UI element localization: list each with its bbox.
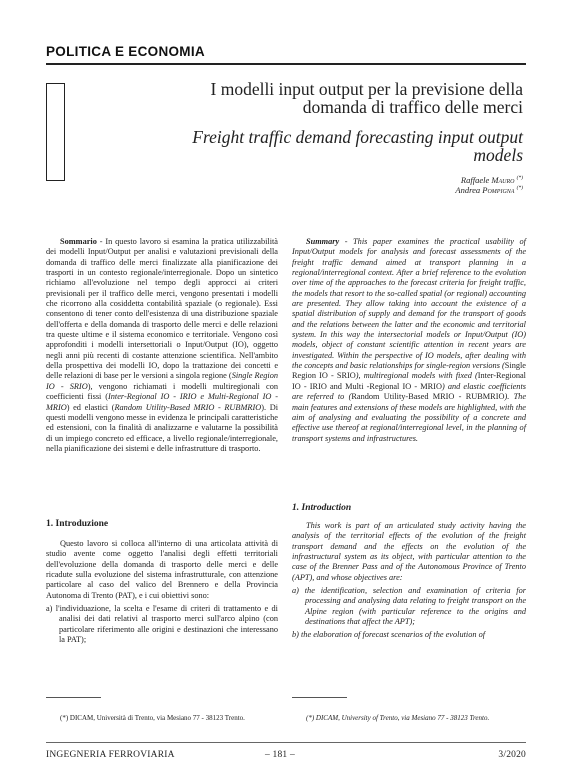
footer-rule <box>46 742 526 743</box>
footer-issue: 3/2020 <box>498 750 526 760</box>
intro-english-item-a: a) the identification, selection and examination of criteria for processing and analysing data relating to freight transport on the Alpine region (with particular reference to the origins and destinations that affect the APT); <box>292 586 526 627</box>
intro-italian <box>46 539 278 645</box>
intro-english-item-b: b) the elaboration of forecast scenarios of the evolution of <box>292 630 486 640</box>
intro-italian-paragraph: Questo lavoro si colloca all'interno di una articolata attività di studio avente come oggetto l'analisi degli effetti territoriali dell'evoluzione della domanda di trasporto delle merci e delle ricadute sulla evoluzione del sistema infrastrutturale, con attenzione particolare al caso del valico del Brennero e della Provincia Autonoma di Trento (PAT), e i cui obiettivi sono: <box>46 539 278 600</box>
intro-english-paragraph: This work is part of an articulated study activity having the analysis of the territorial effects of the evolution of the freight transport demand and the effects on the evolution of the infrastructural system as its object, with particular attention to the case of the Brenner Pass and of the Autonomous Province of Trento (APT), and whose objectives are: <box>292 521 526 582</box>
author-1: Raffaele Mauro (*) <box>460 175 523 185</box>
summary-italian: Sommario - In questo lavoro si esamina la pratica utilizzabilità dei modelli Input/Output per analisi e valutazioni previsionali della domanda di traffico delle merci finalizzate alla pianificazione dei trasporti in un contesto regionale/interregionale. Dopo un sintetico richiamo all'evoluzione nel tempo degli approcci ai criteri previsionali per il traffico delle merci, vengono presentati i modelli che ricorrono alla cosiddetta contabilità spaziale (o regionale). Essi consentono di tener conto dell'esistenza di una distribuzione spaziale dell'offerta e della domanda di trasporto delle merci e delle relazioni tra queste ultime e il sistema economico e territoriale. Vengono così approfonditi i modelli intersettoriali o Input/Output (IO), oggetto negli anni più recenti di costante attenzione scientifica. Nell'ambito della prospettiva dei modelli IO, dopo la trattazione dei concetti e delle relazioni di base per le versioni a singola regione (Single Region IO - SRIO), vengono richiamati i modelli multiregionali con coefficienti fissi (Inter-Regional IO - IRIO e Multi-Regional IO - MRIO) ed elastici (Random Utility-Based MRIO - RUBMRIO). Di questi modelli vengono messe in evidenza le principali caratteristiche ed estensioni, con la finalità di analizzarne e valutarne la possibilità di un impiego concreto ed efficace, a livello regionale/interregionale, nella pianificazione dei sistemi e delle infrastrutture di trasporto. <box>46 237 279 453</box>
authors-block <box>323 175 523 195</box>
footer-page-number: – 181 – <box>265 750 295 760</box>
footnote-rule-left <box>46 697 101 698</box>
title-english: Freight traffic demand forecasting input output models <box>192 127 523 165</box>
footnote-english: (*) DICAM, University of Trento, via Mesiano 77 - 38123 Trento. <box>306 714 490 722</box>
title-box-decoration <box>46 83 65 181</box>
intro-english <box>292 521 526 641</box>
footnote-italian: (*) DICAM, Università di Trento, via Mesiano 77 - 38123 Trento. <box>60 714 245 722</box>
summary-english: Summary - This paper examines the practical usability of Input/Output models for analysis and forecast assessments of the freight traffic demand aimed at transport planning in a regional/interregional context. After a brief reference to the evolution over time of the approaches to the forecast criteria for freight traffic, the models that resort to the so-called spatial (or regional) accounting are presented. They allow taking into account the existence of a spatial distribution of supply and demand for the transport of goods and the relations between the latter and the economic and territorial system. In this way the intersectorial models or Input/Output (IO) models, object of constant scientific attention in recent years are investigated. Within the perspective of IO models, after dealing with the concepts and basic relationships for single-region versions (Single Region IO - SRIO), multiregional models with fixed (Inter-Regional IO - IRIO and Multi -Regional IO - MRIO) and elastic coefficients are referred to (Random Utility-Based MRIO - RUBMRIO). The main features and extensions of these models are highlighted, with the aim of analysing and evaluating the possibility of a concrete and effective use thereof at regional/interregional level, in the planning of transport systems and infrastructures. <box>292 237 527 443</box>
header-rule <box>46 63 526 65</box>
footer-journal: INGEGNERIA FERROVIARIA <box>46 750 175 760</box>
intro-italian-item-a: a) l'individuazione, la scelta e l'esame di criteri di trattamento e di analisi dei dati relativi al trasporto merci sull'arco alpino (con particolare riferimento alle origini e destinazioni che interessano la PAT); <box>46 604 278 645</box>
footnote-rule-right <box>292 697 347 698</box>
intro-heading-italian: 1. Introduzione <box>46 519 109 529</box>
author-2: Andrea Pompigna (*) <box>455 185 523 195</box>
title-italian: I modelli input output per la previsione della domanda di traffico delle merci <box>210 79 523 117</box>
section-label: POLITICA E ECONOMIA <box>46 44 205 59</box>
intro-heading-english: 1. Introduction <box>292 503 352 513</box>
